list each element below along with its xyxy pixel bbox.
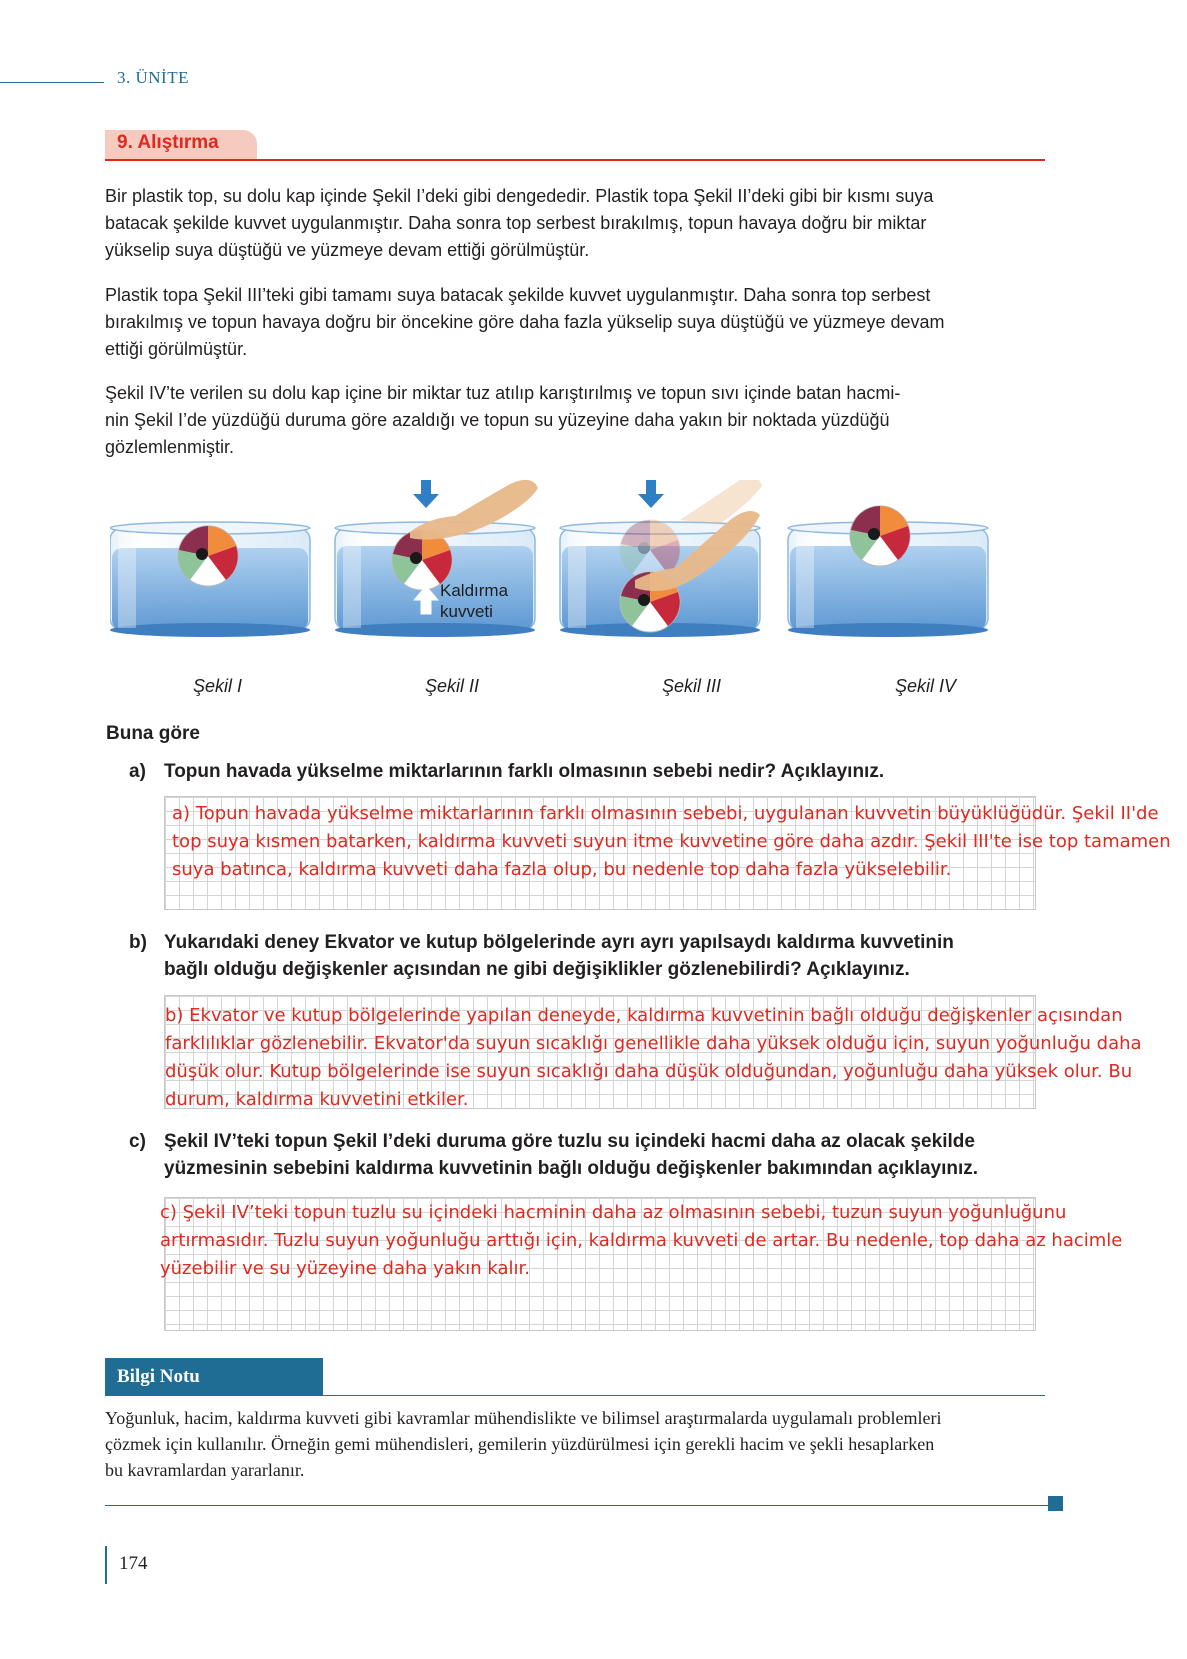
answer-line: c) Şekil IV’teki topun tuzlu su içindeki hacminin daha az olmasının sebebi, tuzun suyun yoğunluğunu (160, 1202, 1067, 1223)
info-line: Yoğunluk, hacim, kaldırma kuvveti gibi kavramlar mühendislikte ve bilimsel araştırmalarda uygulamalı problemleri (105, 1408, 942, 1428)
answer-line: farklılıklar gözlenebilir. Ekvator'da suyun sıcaklığı genellikle daha yüksek olduğu için, suyun yoğunluğu daha (165, 1033, 1142, 1054)
paragraph-3 (105, 380, 1045, 461)
paragraph-line: Şekil IV’te verilen su dolu kap içine bir miktar tuz atılıp karıştırılmış ve topun sıvı içinde batan hacmi- (105, 383, 901, 403)
answer-line: düşük olur. Kutup bölgelerinde ise suyun sıcaklığı daha düşük olduğundan, yoğunluğu daha yüksek olur. Bu (165, 1061, 1133, 1082)
paragraph-1 (105, 183, 1045, 264)
question-line: yüzmesinin sebebini kaldırma kuvvetinin bağlı olduğu değişkenler bakımından açıklayınız. (164, 1158, 979, 1179)
question-line: Topun havada yükselme miktarlarının farklı olmasının sebebi nedir? Açıklayınız. (164, 761, 885, 782)
container-4 (788, 506, 988, 637)
info-note-text (105, 1405, 1050, 1483)
container-1 (110, 522, 310, 637)
answer-line: durum, kaldırma kuvvetini etkiler. (165, 1089, 469, 1110)
answer-line: artırmasıdır. Tuzlu suyun yoğunluğu arttığı için, kaldırma kuvveti de artar. Bu nedenle, top daha az hacimle (160, 1230, 1123, 1251)
question-b-letter: b) (129, 932, 147, 953)
figure-caption-1: Şekil I (193, 676, 243, 696)
answer-b (165, 1002, 1142, 1114)
answer-line: a) Topun havada yükselme miktarlarının farklı olmasının sebebi, uygulanan kuvvetin büyüklüğüdür. Şekil II'de (172, 803, 1159, 824)
beach-ball-icon (850, 506, 910, 566)
paragraph-line: nin Şekil I’de yüzdüğü duruma göre azaldığı ve topun su yüzeyine daha yakın bir noktada yüzdüğü (105, 410, 890, 430)
page-number-bar (105, 1546, 107, 1584)
container-3 (560, 480, 762, 637)
paragraph-2 (105, 282, 1045, 363)
question-c-text (164, 1128, 1046, 1182)
question-a-text (164, 758, 1046, 785)
paragraph-line: gözlemlenmiştir. (105, 437, 235, 457)
down-arrow-icon (413, 480, 439, 508)
answer-line: yüzebilir ve su yüzeyine daha yakın kalır. (160, 1258, 530, 1279)
section-end-square (1048, 1496, 1063, 1511)
figure-caption-3: Şekil III (662, 676, 722, 696)
paragraph-line: yükselip suya düştüğü ve yüzmeye devam ettiği görülmüştür. (105, 240, 590, 260)
info-note-title: Bilgi Notu (117, 1366, 200, 1387)
force-label-line1: Kaldırma (440, 581, 509, 600)
force-label-line2: kuvveti (440, 602, 493, 621)
questions-intro: Buna göre (106, 723, 200, 744)
exercise-title: 9. Alıştırma (117, 132, 219, 153)
figure-caption-4: Şekil IV (895, 676, 957, 696)
paragraph-line: batacak şekilde kuvvet uygulanmıştır. Daha sonra top serbest bırakılmış, topun havaya doğru bir miktar (105, 213, 927, 233)
answer-line: b) Ekvator ve kutup bölgelerinde yapılan deneyde, kaldırma kuvvetinin bağlı olduğu değişkenler açısından (165, 1005, 1123, 1026)
page-number: 174 (119, 1553, 148, 1574)
unit-label: 3. ÜNİTE (117, 68, 189, 87)
answer-c (160, 1199, 1122, 1283)
info-line: bu kavramlardan yararlanır. (105, 1460, 305, 1480)
figure-caption-2: Şekil II (425, 676, 480, 696)
question-line: Şekil IV’teki topun Şekil I’deki duruma göre tuzlu su içindeki hacmi daha az olacak şekilde (164, 1131, 975, 1152)
question-line: bağlı olduğu değişkenler açısından ne gibi değişiklikler gözlenebilirdi? Açıklayınız. (164, 959, 910, 980)
info-line: çözmek için kullanılır. Örneğin gemi mühendisleri, gemilerin yüzdürülmesi için gerekli hacim ve şekli hesaplarken (105, 1434, 935, 1454)
question-b-text (164, 929, 1046, 983)
question-a-letter: a) (129, 761, 146, 782)
question-line: Yukarıdaki deney Ekvator ve kutup bölgelerinde ayrı ayrı yapılsaydı kaldırma kuvvetinin (164, 932, 954, 953)
answer-line: suya batınca, kaldırma kuvveti daha fazla olup, bu nedenle top daha fazla yükselebilir. (172, 859, 952, 880)
section-end-rule (105, 1505, 1051, 1506)
header-rule (0, 82, 104, 83)
answer-a (172, 800, 1171, 884)
info-note-rule (105, 1395, 1045, 1396)
container-2 (335, 480, 538, 637)
paragraph-line: ettiği görülmüştür. (105, 339, 248, 359)
down-arrow-icon (638, 480, 664, 508)
question-c-letter: c) (129, 1131, 146, 1152)
answer-line: top suya kısmen batarken, kaldırma kuvveti suyun itme kuvvetine göre daha azdır. Şekil III'te ise top tamamen (172, 831, 1171, 852)
paragraph-line: Plastik topa Şekil III’teki gibi tamamı suya batacak şekilde kuvvet uygulanmıştır. Daha sonra top serbest (105, 285, 931, 305)
exercise-rule (105, 159, 1045, 161)
paragraph-line: Bir plastik top, su dolu kap içinde Şekil I’deki gibi dengededir. Plastik topa Şekil II’deki gibi bir kısmı suya (105, 186, 934, 206)
beach-ball-icon (178, 526, 238, 586)
paragraph-line: bırakılmış ve topun havaya doğru bir öncekine göre daha fazla yükselip suya düştüğü ve yüzmeye devam (105, 312, 945, 332)
